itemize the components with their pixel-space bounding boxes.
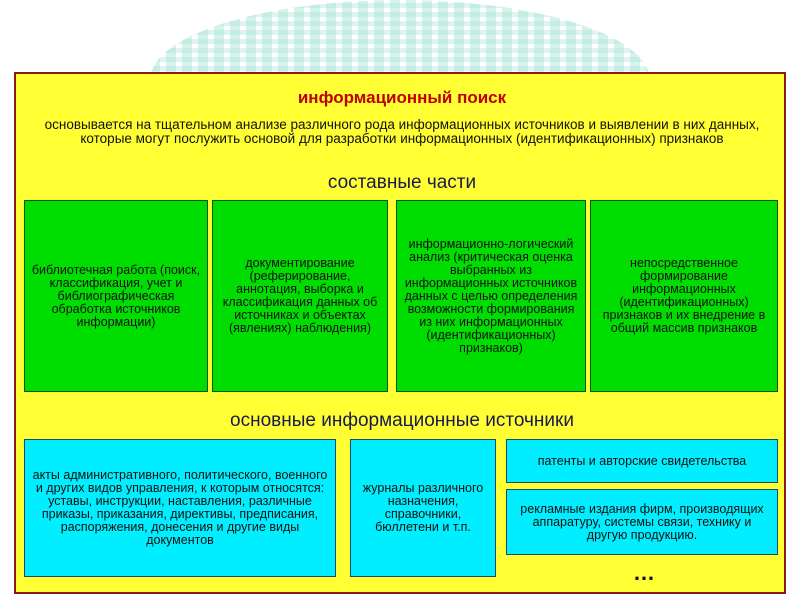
source-box-patents: патенты и авторские свидетельства [506,439,778,483]
description-text: основывается на тщательном анализе различного рода информационных источников и выявлении в них данных, которые могут послужить основой для разработки информационных (идентификационных) признаков [44,117,760,146]
background-decoration [150,0,650,80]
component-box-documenting: документирование (реферирование, аннотация, выборка и классификация данных об источниках и объектах (явлениях) наблюдения) [212,200,388,392]
components-heading: составные части [327,172,477,193]
component-box-library-work: библиотечная работа (поиск, классификация, учет и библиографическая обработка источников информации) [24,200,208,392]
source-box-advertising: рекламные издания фирм, производящих аппаратуру, системы связи, технику и другую продукцию. [506,489,778,555]
ellipsis-mark: … [633,560,655,585]
component-box-feature-forming: непосредственное формирование информационных (идентификационных) признаков и их внедрение в общий массив признаков [590,200,778,392]
source-box-acts: акты административного, политического, военного и других видов управления, к которым относятся: уставы, инструкции, наставления, различные приказы, приказания, директивы, предписания, распоряжения, донесения и другие виды документов [24,439,336,577]
source-box-journals: журналы различного назначения, справочники, бюллетени и т.п. [350,439,496,577]
sources-heading: основные информационные источники [230,410,574,431]
component-box-logical-analysis: информационно-логический анализ (критическая оценка выбранных из информационных источников данных с целью определения возможности формирования из них информационных (идентификационных) признаков) [396,200,586,392]
diagram-title: информационный поиск [297,88,507,107]
main-panel [14,72,786,594]
